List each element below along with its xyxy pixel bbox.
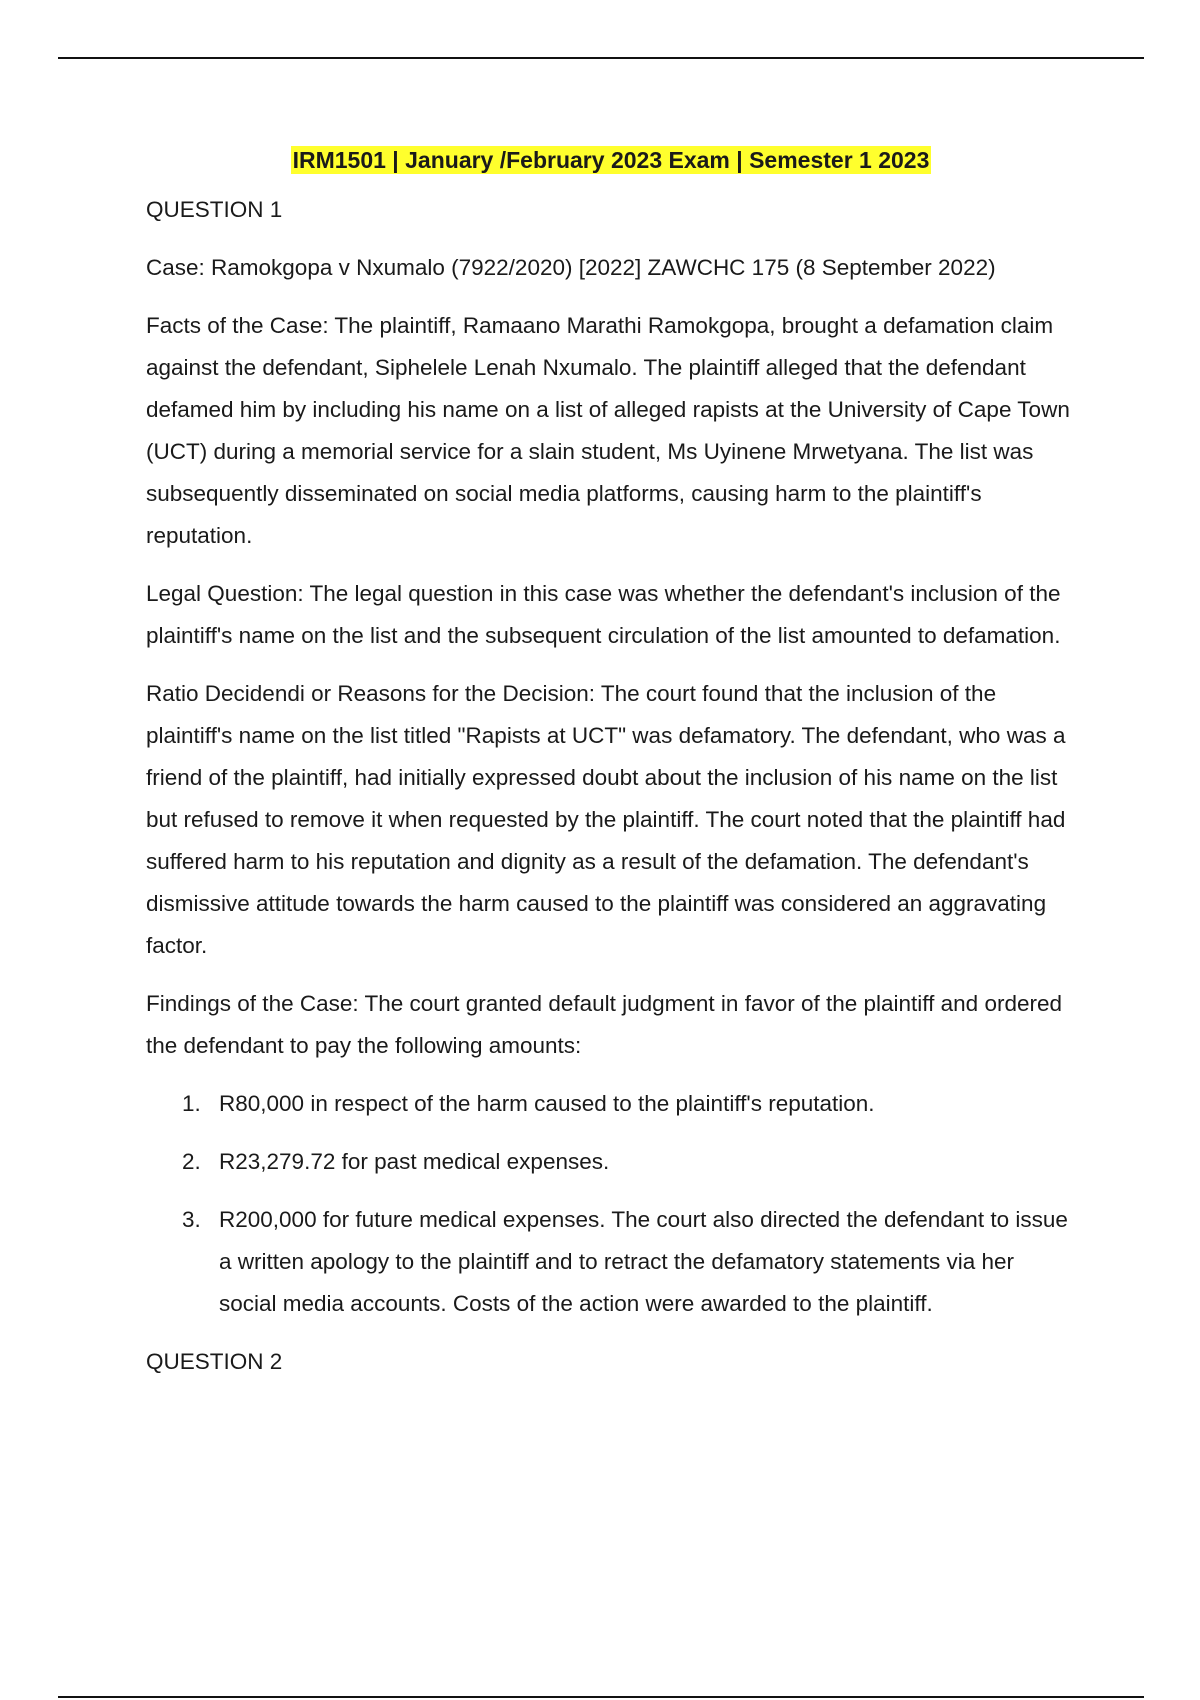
- question-1-heading: QUESTION 1: [146, 197, 283, 222]
- bottom-rule: [58, 1696, 1144, 1698]
- top-rule: [58, 57, 1144, 59]
- list-item: [146, 1199, 1076, 1325]
- document-title: IRM1501 | January /February 2023 Exam | Semester 1 2023: [292, 147, 930, 173]
- title-row: [146, 140, 1076, 181]
- question-2-heading: QUESTION 2: [146, 1349, 283, 1374]
- case-citation: Case: Ramokgopa v Nxumalo (7922/2020) [2022] ZAWCHC 175 (8 September 2022): [146, 255, 996, 280]
- list-item-text: R23,279.72 for past medical expenses.: [219, 1149, 610, 1174]
- ratio-paragraph: Ratio Decidendi or Reasons for the Decision: The court found that the inclusion of the plaintiff's name on the list titled "Rapists at UCT" was defamatory. The defendant, who was a friend of the plaintiff, had initially expressed doubt about the inclusion of his name on the list but refused to remove it when requested by the plaintiff. The court noted that the plaintiff had suffered harm to his reputation and dignity as a result of the defamation. The defendant's dismissive attitude towards the harm caused to the plaintiff was considered an aggravating factor.: [146, 681, 1066, 958]
- amounts-list: [146, 1083, 1076, 1325]
- findings-paragraph: Findings of the Case: The court granted default judgment in favor of the plaintiff and ordered the defendant to pay the following amounts:: [146, 991, 1062, 1058]
- document-body: [146, 140, 1076, 1399]
- list-item-number: 2.: [182, 1149, 201, 1174]
- list-item-text: R200,000 for future medical expenses. The court also directed the defendant to issue a written apology to the plaintiff and to retract the defamatory statements via her social media accounts. Costs of the action were awarded to the plaintiff.: [219, 1207, 1068, 1316]
- list-item-text: R80,000 in respect of the harm caused to the plaintiff's reputation.: [219, 1091, 875, 1116]
- list-item: [146, 1083, 1076, 1125]
- list-item: [146, 1141, 1076, 1183]
- list-item-number: 1.: [182, 1091, 201, 1116]
- list-item-number: 3.: [182, 1207, 201, 1232]
- legal-question-paragraph: Legal Question: The legal question in this case was whether the defendant's inclusion of the plaintiff's name on the list and the subsequent circulation of the list amounted to defamation.: [146, 581, 1061, 648]
- facts-paragraph: Facts of the Case: The plaintiff, Ramaano Marathi Ramokgopa, brought a defamation claim against the defendant, Siphelele Lenah Nxumalo. The plaintiff alleged that the defendant defamed him by including his name on a list of alleged rapists at the University of Cape Town (UCT) during a memorial service for a slain student, Ms Uyinene Mrwetyana. The list was subsequently disseminated on social media platforms, causing harm to the plaintiff's reputation.: [146, 313, 1070, 548]
